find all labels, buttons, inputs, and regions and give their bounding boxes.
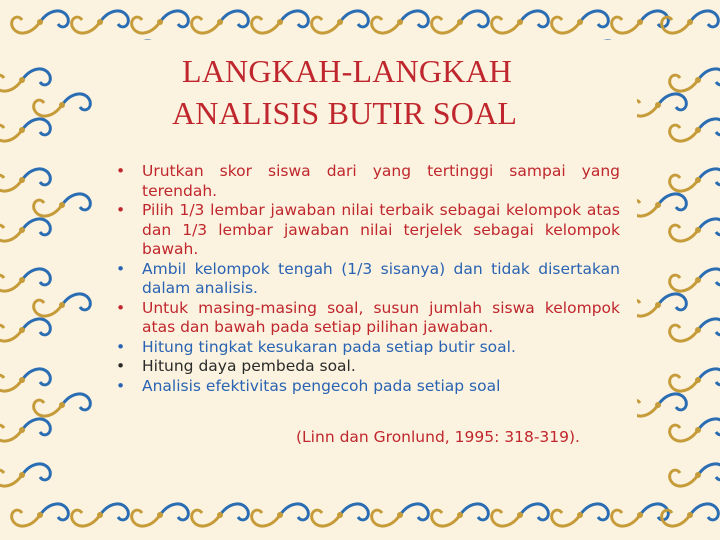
bullet-icon: •: [116, 376, 126, 395]
bullet-icon: •: [116, 298, 126, 317]
list-item-text: Hitung daya pembeda soal.: [142, 357, 356, 375]
bullet-icon: •: [116, 162, 126, 180]
bullet-icon: •: [116, 201, 126, 219]
list-item-text: Pilih 1/3 lembar jawaban nilai terbaik sebagai kelompok atas dan 1/3 lembar jawaban nilai terjelek sebagai kelompok bawah.: [142, 201, 620, 258]
list-item: [112, 357, 620, 377]
list-item-text: Ambil kelompok tengah (1/3 sisanya) dan tidak disertakan dalam analisis.: [142, 259, 620, 297]
slide-title: [172, 50, 572, 134]
title-line-2: ANALISIS BUTIR SOAL: [172, 95, 518, 131]
list-item: [112, 377, 620, 397]
steps-list: [112, 162, 620, 396]
list-item: [112, 201, 620, 260]
list-item: [112, 338, 620, 358]
list-item-text: Analisis efektivitas pengecoh pada setiap soal: [142, 376, 501, 395]
bullet-icon: •: [116, 259, 126, 278]
list-item: [112, 260, 620, 299]
list-item-text: Urutkan skor siswa dari yang tertinggi sampai yang terendah.: [142, 162, 620, 200]
citation: (Linn dan Gronlund, 1995: 318-319).: [296, 428, 580, 446]
bullet-icon: •: [116, 337, 126, 356]
list-item-text: Hitung tingkat kesukaran pada setiap butir soal.: [142, 337, 516, 356]
list-item-text: Untuk masing-masing soal, susun jumlah siswa kelompok atas dan bawah pada setiap pilihan jawaban.: [142, 298, 620, 336]
bullet-icon: •: [116, 357, 126, 375]
title-line-1: LANGKAH-LANGKAH: [182, 53, 513, 89]
list-item: [112, 162, 620, 201]
list-item: [112, 299, 620, 338]
